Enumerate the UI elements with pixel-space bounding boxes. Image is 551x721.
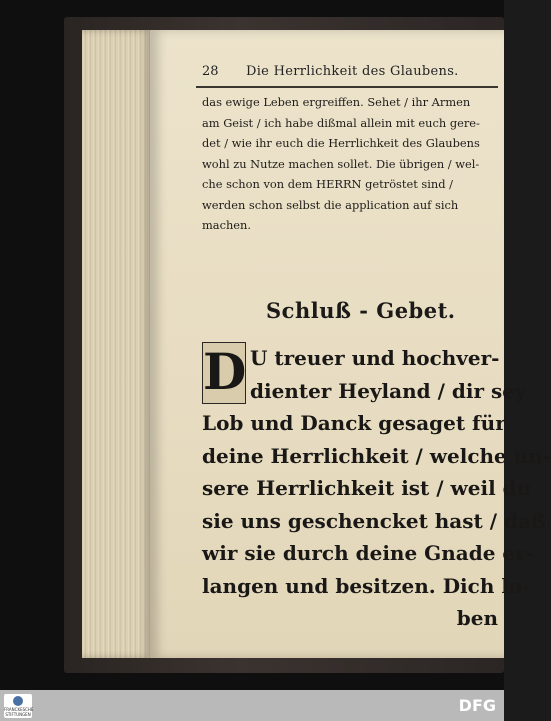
body-line: machen. (202, 218, 252, 232)
body-text (202, 92, 498, 236)
institution-logo[interactable] (4, 694, 32, 718)
body-line: che schon von dem HERRN getröstet sind / (202, 177, 453, 191)
page-number: 28 (202, 64, 219, 79)
prayer-line: ben (456, 606, 498, 630)
body-line: det / wie ihr euch die Herrlichkeit des Glaubens (202, 136, 480, 150)
section-heading: Schluß - Gebet. (266, 298, 456, 323)
prayer-line: langen und besitzen. Dich lo- (202, 573, 531, 598)
page-edges (82, 30, 152, 658)
viewer-footer (0, 690, 504, 721)
body-line: wohl zu Nutze machen sollet. Die übrigen / wel- (202, 156, 480, 171)
prayer-line: sie uns geschencket hast / daß (202, 508, 547, 533)
logo-mark-icon (13, 696, 23, 706)
running-title: Die Herrlichkeit des Glaubens. (246, 64, 459, 79)
prayer-line: dienter Heyland / dir sey (250, 378, 527, 403)
page-header (202, 62, 502, 84)
prayer-text (202, 342, 551, 635)
header-rule (196, 86, 498, 88)
prayer-line: deine Herrlichkeit / welche un- (202, 443, 551, 468)
decorated-initial: D (202, 342, 246, 404)
body-line: am Geist / ich habe dißmal allein mit euch gere- (202, 115, 480, 130)
prayer-line: sere Herrlichkeit ist / weil du (202, 476, 532, 500)
logo-text: FRANCKESCHE STIFTUNGEN (4, 707, 34, 717)
body-line: das ewige Leben ergreiffen. Sehet / ihr Armen (202, 95, 471, 109)
prayer-line: Lob und Danck gesaget für (202, 411, 506, 435)
prayer-line: wir sie durch deine Gnade er- (202, 541, 534, 565)
prayer-line: U treuer und hochver- (250, 346, 500, 370)
book-page (150, 30, 551, 658)
dfg-logo[interactable]: DFG (458, 696, 496, 715)
body-line: werden schon selbst die application auf sich (202, 197, 459, 212)
